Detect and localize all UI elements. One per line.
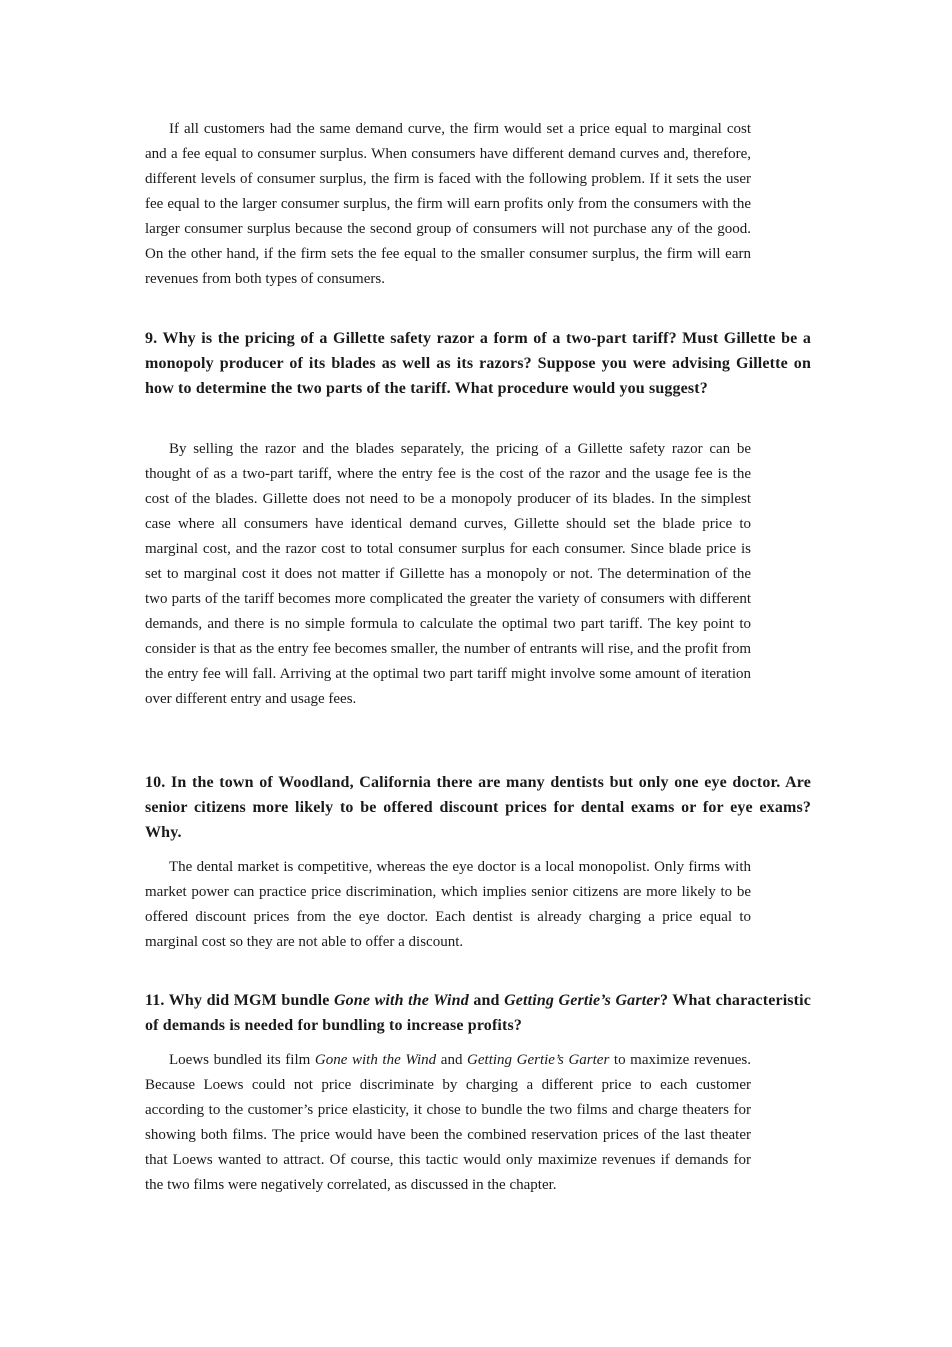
answer-11-text-1: Loews bundled its film (169, 1052, 315, 1068)
answer-9: By selling the razor and the blades separately, the pricing of a Gillette safety razor can be thought of as a two-part tariff, where the entry fee is the cost of the razor and the usage fee is the cost of the blades. Gillette does not need to be a monopoly producer of its blades. In the simplest case where all consumers have identical demand curves, Gillette should set the blade price to marginal cost, and the razor cost to total consumer surplus for each consumer. Since blade price is set to marginal cost it does not matter if Gillette has a monopoly or not. The determination of the two parts of the tariff becomes more complicated the greater the variety of consumers with different demands, and there is no simple formula to calculate the optimal two part tariff. The key point to consider is that as the entry fee becomes smaller, the number of entrants will rise, and the profit from the entry fee will fall. Arriving at the optimal two part tariff might involve some amount of iteration over different entry and usage fees. (145, 441, 751, 707)
answer-11-text-2: and (436, 1052, 468, 1068)
answer-11-film-2: Getting Gertie’s Garter (467, 1052, 610, 1068)
paragraph-answer-8-conclusion: If all customers had the same demand curve, the firm would set a price equal to marginal cost and a fee equal to consumer surplus. When consumers have different demand curves and, therefore, different levels of consumer surplus, the firm is faced with the following problem. If it sets the user fee equal to the larger consumer surplus, the firm will earn profits only from the consumers with the larger consumer surplus because the second group of consumers will not purchase any of the good. On the other hand, if the firm sets the fee equal to the smaller consumer surplus, the firm will earn revenues from both types of consumers. (145, 121, 751, 287)
question-11-film-2: Getting Gertie’s Garter (504, 992, 660, 1009)
question-11-text-1: 11. Why did MGM bundle (145, 992, 334, 1009)
question-11-text-3: ? What characteristic of demands is needed for bundling to increase profits? (145, 992, 812, 1034)
answer-11 (145, 1048, 751, 1198)
question-10: 10. In the town of Woodland, California there are many dentists but only one eye doctor. Are senior citizens more likely to be offered discount prices for dental exams or for eye exams? Why. (145, 774, 811, 841)
question-11-film-1: Gone with the Wind (333, 992, 469, 1009)
question-11-text-2: and (468, 992, 505, 1009)
question-11 (145, 988, 811, 1038)
question-9: 9. Why is the pricing of a Gillette safety razor a form of a two-part tariff? Must Gillette be a monopoly producer of its blades as well as its razors? Suppose you were advising Gillette on how to determine the two parts of the tariff. What procedure would you suggest? (145, 330, 811, 397)
answer-11-film-1: Gone with the Wind (314, 1052, 437, 1068)
answer-11-text-3: to maximize revenues. Because Loews could not price discriminate by charging a different price to each customer according to the customer’s price elasticity, it chose to bundle the two films and charge theaters for showing both films. The price would have been the combined reservation prices of the last theater that Loews wanted to attract. Of course, this tactic would only maximize revenues if demands for the two films were negatively correlated, as discussed in the chapter. (145, 1052, 751, 1193)
answer-10: The dental market is competitive, whereas the eye doctor is a local monopolist. Only firms with market power can practice price discrimination, which implies senior citizens are more likely to be offered discount prices from the eye doctor. Each dentist is already charging a price equal to marginal cost so they are not able to offer a discount. (145, 859, 751, 950)
